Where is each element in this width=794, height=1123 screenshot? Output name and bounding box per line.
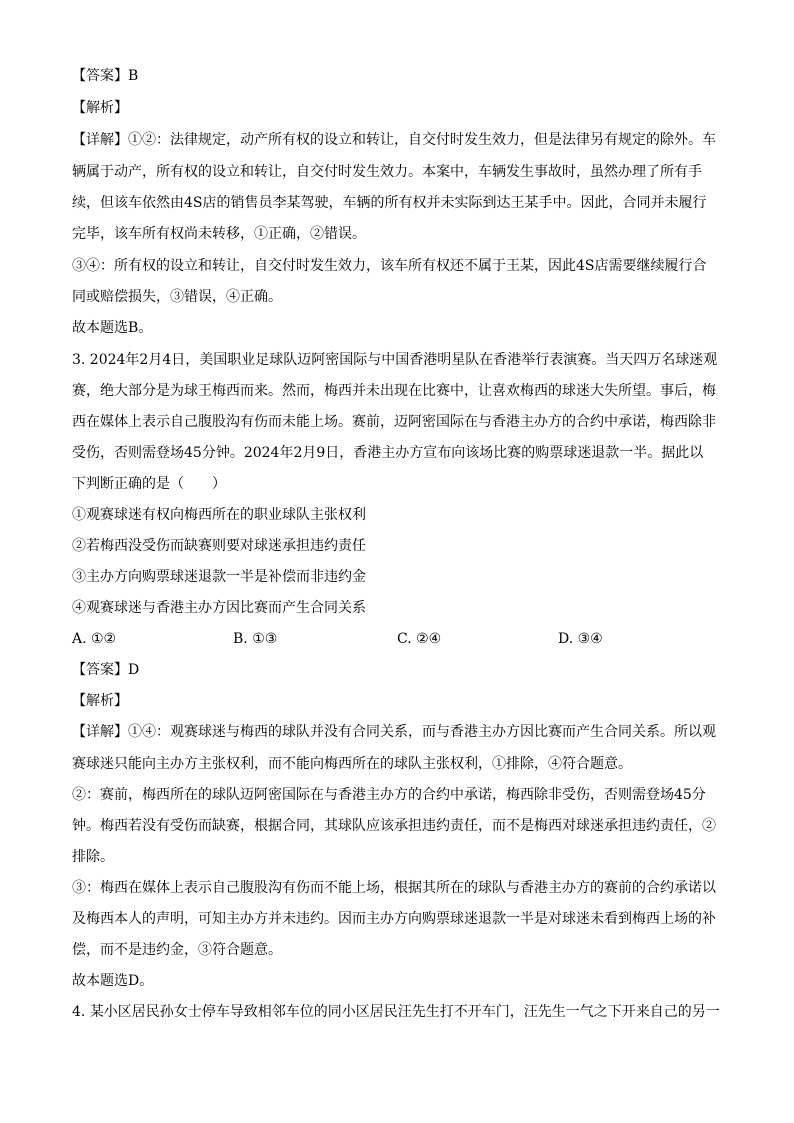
detail-paragraph-line: 及梅西本人的声明，可知主办方并未违约。因而主办方向购票球迷退款一半是对球迷未看到梅西上场的补 (72, 911, 716, 927)
question-stem-line: 西在媒体上表示自己腹股沟有伤而未能上场。赛前，迈阿密国际在与香港主办方的合约中承诺，梅西除非 (72, 414, 716, 430)
detail-paragraph-line: 【详解】①②：法律规定，动产所有权的设立和转让，自交付时发生效力，但是法律另有规定的除外。车 (72, 132, 716, 148)
statement-item: ①观赛球迷有权向梅西所在的职业球队主张权利 (72, 507, 366, 523)
statement-item: ③主办方向购票球迷退款一半是补偿而非违约金 (72, 569, 366, 585)
detail-paragraph-line: 续，但该车依然由4S店的销售员李某驾驶，车辆的所有权并未实际到达王某手中。因此，合同并未履行 (72, 195, 707, 211)
question-stem-line: 赛，绝大部分是为球王梅西而来。然而，梅西并未出现在比赛中，让喜欢梅西的球迷大失所望。事后，梅 (72, 383, 716, 399)
detail-paragraph-line: 【详解】①④：观赛球迷与梅西的球队并没有合同关系，而与香港主办方因比赛而产生合同关系。所以观 (72, 724, 716, 740)
answer-label: 【答案】B (72, 68, 139, 84)
analysis-label: 【解析】 (72, 693, 128, 709)
detail-paragraph-line: 赛球迷只能向主办方主张权利，而不能向梅西所在的球队主张权利，①排除，④符合题意。 (72, 756, 632, 772)
detail-paragraph-line: ③④：所有权的设立和转让，自交付时发生效力，该车所有权还不属于王某，因此4S店需要继续履行合 (72, 258, 707, 274)
detail-paragraph-line: ②：赛前，梅西所在的球队迈阿密国际在与香港主办方的合约中承诺，梅西除非受伤，否则需登场45分 (72, 787, 706, 803)
detail-paragraph-line: 钟。梅西若没有受伤而缺赛，根据合同，其球队应该承担违约责任，而不是梅西对球迷承担违约责任，② (72, 818, 716, 834)
question-stem-line: 4. 某小区居民孙女士停车导致相邻车位的同小区居民汪先生打不开车门，汪先生一气之下开来自己的另一 (72, 1004, 720, 1020)
statement-item: ④观赛球迷与香港主办方因比赛而产生合同关系 (72, 600, 366, 616)
conclusion-line: 故本题选D。 (72, 973, 154, 989)
question-stem-line: 3. 2024年2月4日，美国职业足球队迈阿密国际与中国香港明星队在香港举行表演赛。当天四万名球迷观 (72, 352, 718, 368)
statement-item: ②若梅西没受伤而缺赛则要对球迷承担违约责任 (72, 538, 366, 554)
option-d: D. ③④ (558, 631, 603, 647)
question-stem-line: 下判断正确的是（ ） (72, 476, 226, 492)
detail-paragraph-line: 排除。 (72, 849, 114, 865)
detail-paragraph-line: 辆属于动产，所有权的设立和转让，自交付时发生效力。本案中，车辆发生事故时，虽然办理了所有手 (72, 164, 702, 180)
question-stem-line: 受伤，否则需登场45分钟。2024年2月9日，香港主办方宣布向该场比赛的购票球迷退款一半。据此以 (72, 445, 704, 461)
detail-paragraph-line: 同或赔偿损失，③错误，④正确。 (72, 289, 282, 305)
analysis-label: 【解析】 (72, 100, 128, 116)
detail-paragraph-line: ③：梅西在媒体上表示自己腹股沟有伤而不能上场，根据其所在的球队与香港主办方的赛前的合约承诺以 (72, 880, 716, 896)
answer-label: 【答案】D (72, 662, 140, 678)
option-b: B. ①③ (233, 631, 278, 647)
option-c: C. ②④ (397, 631, 442, 647)
option-a: A. ①② (72, 631, 117, 647)
conclusion-line: 故本题选B。 (72, 320, 153, 336)
detail-paragraph-line: 偿，而不是违约金，③符合题意。 (72, 942, 282, 958)
detail-paragraph-line: 完毕，该车所有权尚未转移，①正确，②错误。 (72, 226, 366, 242)
